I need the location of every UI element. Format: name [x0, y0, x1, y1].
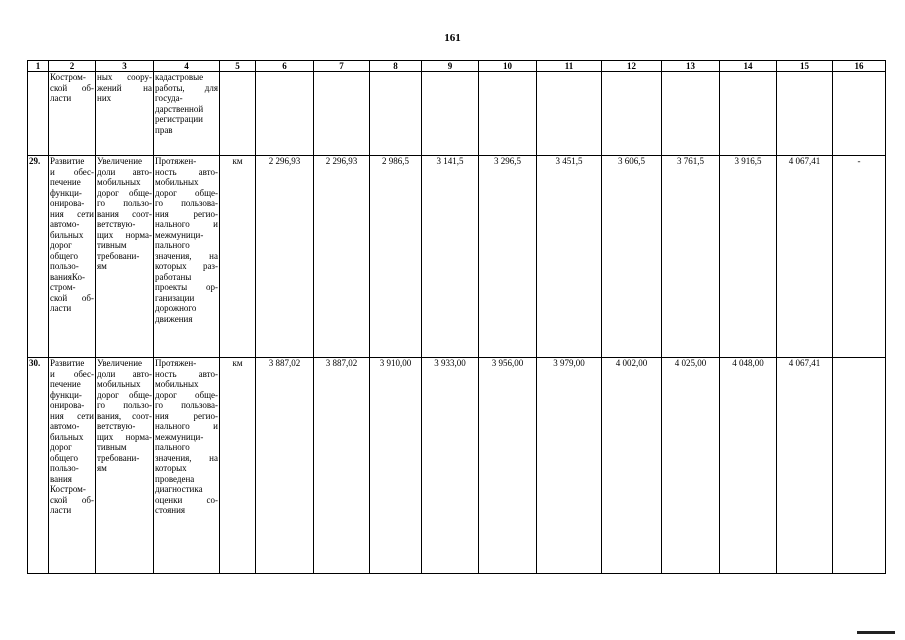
- cell-text-line: ям: [97, 261, 107, 271]
- cell-text-line: требовани-: [97, 452, 140, 463]
- cell-text-line: регистрации: [155, 114, 203, 124]
- value-cell: [256, 72, 314, 156]
- cell-text-line: вания соот-: [97, 208, 152, 219]
- cell-text-line: ласти: [50, 93, 72, 103]
- table-row: [28, 72, 886, 156]
- value-cell: 3 979,00: [537, 358, 602, 574]
- value-cell: 3 910,00: [370, 358, 422, 574]
- cell-text-line: ласти: [50, 505, 72, 515]
- note-cell: [833, 72, 886, 156]
- objective-cell: [49, 358, 96, 574]
- cell-text-line: дорожного: [155, 303, 197, 313]
- cell-text-line: го пользо-: [97, 198, 152, 208]
- cell-text-line: Увеличение: [97, 358, 143, 368]
- cell-text-line: пального: [155, 240, 190, 250]
- value-cell: 2 296,93: [256, 156, 314, 358]
- cell-text-line: ветствую-: [97, 219, 136, 229]
- cell-text-line: бильных: [50, 431, 84, 442]
- cell-text-line: стояния: [155, 505, 186, 515]
- cell-text-line: функци-: [50, 187, 82, 198]
- cell-text-line: ность авто-: [155, 368, 218, 379]
- header-cell: 13: [662, 61, 720, 72]
- cell-text-line: них: [97, 93, 112, 103]
- cell-text-line: го пользова-: [155, 400, 218, 410]
- cell-text-line: проекты ор-: [155, 282, 218, 292]
- cell-text-line: ской об-: [50, 494, 94, 505]
- cell-text-line: го пользова-: [155, 198, 218, 208]
- cell-text-line: мобильных: [97, 177, 141, 187]
- cell-text-line: работаны: [155, 271, 192, 282]
- value-cell: 4 025,00: [662, 358, 720, 574]
- value-cell: [662, 72, 720, 156]
- value-cell: 3 887,02: [314, 358, 370, 574]
- value-cell: 3 141,5: [422, 156, 479, 358]
- objective-cell: [49, 72, 96, 156]
- value-cell: [537, 72, 602, 156]
- unit-cell: [220, 72, 256, 156]
- cell-text-line: Развитие: [50, 156, 85, 166]
- cell-text-line: которых: [155, 463, 187, 473]
- cell-text-line: госуда-: [155, 93, 183, 103]
- cell-text-line: дорог обще-: [97, 389, 152, 400]
- indicator-cell: [154, 358, 220, 574]
- cell-text-line: доли авто-: [97, 368, 152, 379]
- cell-text-line: мобильных: [155, 177, 199, 187]
- cell-text-line: Костром-: [50, 72, 86, 82]
- header-cell: 1: [28, 61, 49, 72]
- cell-text-line: пользо-: [50, 463, 79, 473]
- cell-text-line: печение: [50, 379, 81, 389]
- cell-text-line: диагностика: [155, 484, 203, 494]
- cell-text-line: ганизации: [155, 292, 195, 303]
- cell-text-line: нального и: [155, 219, 218, 229]
- value-cell: 3 916,5: [720, 156, 777, 358]
- row-number: 30.: [28, 358, 49, 574]
- cell-text-line: щих норма-: [97, 229, 152, 240]
- cell-text-line: ванияКо-: [50, 271, 85, 282]
- cell-text-line: печение: [50, 177, 81, 187]
- cell-text-line: ской об-: [50, 292, 94, 303]
- cell-text-line: функци-: [50, 389, 82, 400]
- cell-text-line: пального: [155, 442, 190, 452]
- value-cell: 3 451,5: [537, 156, 602, 358]
- value-cell: [314, 72, 370, 156]
- value-cell: [422, 72, 479, 156]
- scan-mark: [857, 631, 895, 634]
- value-cell: 3 887,02: [256, 358, 314, 574]
- unit-cell: км: [220, 358, 256, 574]
- header-cell: 7: [314, 61, 370, 72]
- task-cell: [96, 358, 154, 574]
- cell-text-line: ям: [97, 463, 107, 473]
- objective-cell: [49, 156, 96, 358]
- cell-text-line: ных соору-: [97, 72, 152, 82]
- header-cell: 2: [49, 61, 96, 72]
- cell-text-line: Развитие: [50, 358, 85, 368]
- cell-text-line: онирова-: [50, 400, 85, 410]
- cell-text-line: ветствую-: [97, 421, 136, 431]
- cell-text-line: Увеличение: [97, 156, 143, 166]
- header-cell: 3: [96, 61, 154, 72]
- cell-text-line: требовани-: [97, 250, 140, 261]
- header-cell: 14: [720, 61, 777, 72]
- header-row: [28, 61, 886, 72]
- value-cell: [777, 72, 833, 156]
- indicator-cell: [154, 156, 220, 358]
- unit-cell: км: [220, 156, 256, 358]
- task-cell: [96, 156, 154, 358]
- value-cell: [479, 72, 537, 156]
- cell-text-line: автомо-: [50, 219, 80, 229]
- cell-text-line: нального и: [155, 421, 218, 431]
- cell-text-line: проведена: [155, 473, 195, 484]
- cell-text-line: жений на: [97, 82, 152, 93]
- cell-text-line: бильных: [50, 229, 84, 240]
- value-cell: 3 296,5: [479, 156, 537, 358]
- value-cell: 3 933,00: [422, 358, 479, 574]
- cell-text-line: автомо-: [50, 421, 80, 431]
- cell-text-line: которых раз-: [155, 261, 218, 271]
- cell-text-line: вания, соот-: [97, 410, 152, 421]
- value-cell: 4 067,41: [777, 358, 833, 574]
- row-number: 29.: [28, 156, 49, 358]
- value-cell: 4 002,00: [602, 358, 662, 574]
- value-cell: [720, 72, 777, 156]
- indicator-cell: [154, 72, 220, 156]
- page-number: 161: [444, 32, 461, 44]
- header-cell: 9: [422, 61, 479, 72]
- cell-text-line: Костром-: [50, 484, 86, 494]
- value-cell: [602, 72, 662, 156]
- note-cell: [833, 358, 886, 574]
- cell-text-line: ской об-: [50, 82, 94, 93]
- header-cell: 12: [602, 61, 662, 72]
- header-cell: 15: [777, 61, 833, 72]
- task-cell: [96, 72, 154, 156]
- value-cell: 3 761,5: [662, 156, 720, 358]
- cell-text-line: общего: [50, 452, 78, 463]
- cell-text-line: го пользо-: [97, 400, 152, 410]
- cell-text-line: и обес-: [50, 166, 94, 177]
- cell-text-line: дорог обще-: [155, 187, 218, 198]
- cell-text-line: ния сети: [50, 410, 94, 421]
- cell-text-line: доли авто-: [97, 166, 152, 177]
- cell-text-line: Протяжен-: [155, 358, 197, 368]
- cell-text-line: межмуници-: [155, 229, 204, 240]
- value-cell: 3 606,5: [602, 156, 662, 358]
- cell-text-line: работы, для: [155, 82, 218, 93]
- cell-text-line: значения, на: [155, 250, 218, 261]
- value-cell: 4 048,00: [720, 358, 777, 574]
- cell-text-line: пользо-: [50, 261, 79, 271]
- cell-text-line: ния регио-: [155, 208, 218, 219]
- cell-text-line: мобильных: [97, 379, 141, 389]
- header-cell: 5: [220, 61, 256, 72]
- cell-text-line: межмуници-: [155, 431, 204, 442]
- cell-text-line: мобильных: [155, 379, 199, 389]
- note-cell: -: [833, 156, 886, 358]
- header-cell: 11: [537, 61, 602, 72]
- cell-text-line: и обес-: [50, 368, 94, 379]
- cell-text-line: ния сети: [50, 208, 94, 219]
- indicators-table: [27, 60, 886, 574]
- header-cell: 16: [833, 61, 886, 72]
- cell-text-line: ность авто-: [155, 166, 218, 177]
- value-cell: 2 986,5: [370, 156, 422, 358]
- value-cell: [370, 72, 422, 156]
- value-cell: 4 067,41: [777, 156, 833, 358]
- cell-text-line: оценки со-: [155, 494, 218, 505]
- cell-text-line: ния регио-: [155, 410, 218, 421]
- header-cell: 8: [370, 61, 422, 72]
- cell-text-line: вания: [50, 473, 72, 484]
- cell-text-line: дорог: [50, 240, 72, 250]
- cell-text-line: дорог обще-: [155, 389, 218, 400]
- cell-text-line: тивным: [97, 442, 127, 452]
- cell-text-line: общего: [50, 250, 78, 261]
- cell-text-line: ласти: [50, 303, 72, 313]
- header-cell: 4: [154, 61, 220, 72]
- cell-text-line: значения, на: [155, 452, 218, 463]
- cell-text-line: тивным: [97, 240, 127, 250]
- cell-text-line: прав: [155, 124, 173, 135]
- table-row: [28, 156, 886, 358]
- cell-text-line: Протяжен-: [155, 156, 197, 166]
- cell-text-line: онирова-: [50, 198, 85, 208]
- value-cell: 2 296,93: [314, 156, 370, 358]
- header-cell: 10: [479, 61, 537, 72]
- table-row: [28, 358, 886, 574]
- row-number: [28, 72, 49, 156]
- value-cell: 3 956,00: [479, 358, 537, 574]
- cell-text-line: стром-: [50, 282, 76, 292]
- cell-text-line: дорог обще-: [97, 187, 152, 198]
- cell-text-line: дорог: [50, 442, 72, 452]
- header-cell: 6: [256, 61, 314, 72]
- cell-text-line: щих норма-: [97, 431, 152, 442]
- cell-text-line: кадастровые: [155, 72, 204, 82]
- cell-text-line: дарственной: [155, 103, 204, 114]
- cell-text-line: движения: [155, 313, 193, 324]
